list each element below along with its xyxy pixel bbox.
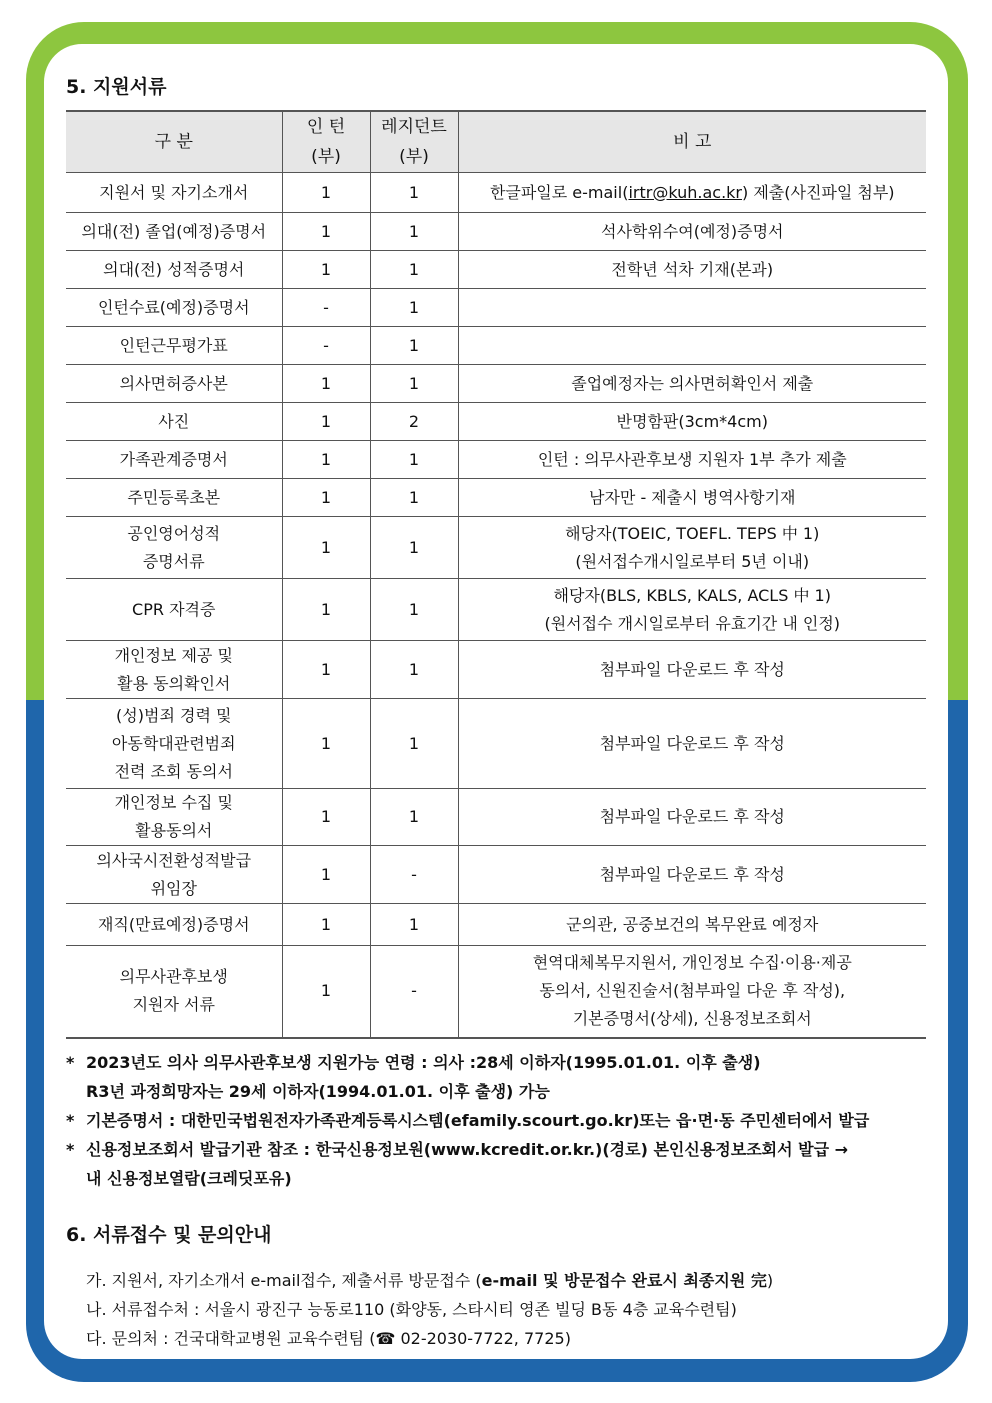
cell-remarks: 인턴 : 의무사관후보생 지원자 1부 추가 제출 <box>458 441 926 479</box>
table-row <box>66 289 926 327</box>
cell-intern: 1 <box>282 699 370 789</box>
cell-category: 가족관계증명서 <box>66 441 282 479</box>
header-category: 구 분 <box>66 111 282 173</box>
cell-intern: 1 <box>282 641 370 699</box>
table-header-row <box>66 111 926 173</box>
cell-category: 인턴수료(예정)증명서 <box>66 289 282 327</box>
cell-intern: 1 <box>282 251 370 289</box>
cell-resident: 1 <box>370 289 458 327</box>
cell-category: 의대(전) 성적증명서 <box>66 251 282 289</box>
table-row <box>66 904 926 946</box>
cell-resident: 1 <box>370 699 458 789</box>
table-row <box>66 365 926 403</box>
cell-remarks: 첨부파일 다운로드 후 작성 <box>458 699 926 789</box>
contact-line-a <box>86 1266 926 1295</box>
cell-remarks: 첨부파일 다운로드 후 작성 <box>458 846 926 904</box>
cell-resident: 1 <box>370 327 458 365</box>
cell-intern: - <box>282 289 370 327</box>
cell-category: 주민등록초본 <box>66 479 282 517</box>
table-row <box>66 441 926 479</box>
table-row <box>66 789 926 846</box>
table-row <box>66 846 926 904</box>
cell-resident: 1 <box>370 479 458 517</box>
table-row <box>66 641 926 699</box>
cell-category: 지원서 및 자기소개서 <box>66 173 282 213</box>
cell-resident: - <box>370 846 458 904</box>
cell-remarks: 첨부파일 다운로드 후 작성 <box>458 641 926 699</box>
cell-intern: 1 <box>282 904 370 946</box>
cell-remarks: 반명함판(3cm*4cm) <box>458 403 926 441</box>
contact-info <box>86 1266 926 1353</box>
cell-resident: - <box>370 946 458 1038</box>
table-row <box>66 479 926 517</box>
cell-category: 개인정보 제공 및 활용 동의확인서 <box>66 641 282 699</box>
note-text: 2023년도 의사 의무사관후보생 지원가능 연령 : 의사 :28세 이하자(1995.01.01. 이후 출생) R3년 과정희망자는 29세 이하자(1994.01.01. 이후 출생) 가능 <box>86 1053 761 1101</box>
cell-remarks <box>458 327 926 365</box>
table-row <box>66 946 926 1038</box>
note-item <box>66 1048 936 1106</box>
cell-resident: 1 <box>370 789 458 846</box>
cell-resident: 1 <box>370 213 458 251</box>
note-item <box>66 1135 936 1193</box>
documents-table <box>66 110 926 1039</box>
section-6-title: 6. 서류접수 및 문의안내 <box>66 1224 272 1246</box>
cell-intern: 1 <box>282 173 370 213</box>
cell-category: 개인정보 수집 및 활용동의서 <box>66 789 282 846</box>
contact-line-c: 다. 문의처 : 건국대학교병원 교육수련팀 (☎ 02-2030-7722, 7725) <box>86 1329 571 1348</box>
table-row <box>66 517 926 579</box>
note-bullet: * <box>66 1053 75 1072</box>
note-bullet: * <box>66 1111 75 1130</box>
note-item <box>66 1106 936 1135</box>
table-row <box>66 699 926 789</box>
cell-remarks: 해당자(TOEIC, TOEFL. TEPS 中 1) (원서접수개시일로부터 5년 이내) <box>458 517 926 579</box>
cell-resident: 1 <box>370 173 458 213</box>
cell-resident: 1 <box>370 904 458 946</box>
cell-resident: 1 <box>370 365 458 403</box>
cell-category: 인턴근무평가표 <box>66 327 282 365</box>
cell-category: 공인영어성적 증명서류 <box>66 517 282 579</box>
cell-intern: 1 <box>282 479 370 517</box>
cell-resident: 1 <box>370 441 458 479</box>
note-text: 기본증명서 : 대한민국법원전자가족관계등록시스템(efamily.scourt.go.kr)또는 읍·면·동 주민센터에서 발급 <box>86 1111 870 1130</box>
cell-category: 의사국시전환성적발급 위임장 <box>66 846 282 904</box>
cell-remarks <box>458 173 926 213</box>
cell-remarks <box>458 289 926 327</box>
note-text: 신용정보조회서 발급기관 참조 : 한국신용정보원(www.kcredit.or.kr.)(경로) 본인신용정보조회서 발급 → 내 신용정보열람(크레딧포유) <box>86 1140 849 1188</box>
cell-remarks: 해당자(BLS, KBLS, KALS, ACLS 中 1) (원서접수 개시일로부터 유효기간 내 인정) <box>458 579 926 641</box>
cell-intern: 1 <box>282 946 370 1038</box>
remarks-suffix: ) 제출(사진파일 첨부) <box>742 182 895 202</box>
cell-intern: 1 <box>282 579 370 641</box>
cell-category: (성)범죄 경력 및 아동학대관련범죄 전력 조회 동의서 <box>66 699 282 789</box>
cell-remarks: 석사학위수여(예정)증명서 <box>458 213 926 251</box>
cell-intern: 1 <box>282 403 370 441</box>
cell-category: 의사면허증사본 <box>66 365 282 403</box>
table-row <box>66 173 926 213</box>
cell-category: 의대(전) 졸업(예정)증명서 <box>66 213 282 251</box>
section-5-title: 5. 지원서류 <box>66 76 167 98</box>
notes-list <box>66 1048 936 1193</box>
cell-intern: 1 <box>282 213 370 251</box>
cell-intern: - <box>282 327 370 365</box>
table-row <box>66 327 926 365</box>
cell-remarks: 군의관, 공중보건의 복무완료 예정자 <box>458 904 926 946</box>
remarks-prefix: 한글파일로 e-mail( <box>489 182 629 202</box>
email-link[interactable]: irtr@kuh.ac.kr <box>628 182 742 202</box>
cell-resident: 1 <box>370 641 458 699</box>
note-bullet: * <box>66 1140 75 1159</box>
cell-category: 재직(만료예정)증명서 <box>66 904 282 946</box>
cell-category: 의무사관후보생 지원자 서류 <box>66 946 282 1038</box>
header-resident: 레지던트 (부) <box>370 111 458 173</box>
cell-remarks: 전학년 석차 기재(본과) <box>458 251 926 289</box>
table-row <box>66 251 926 289</box>
header-remarks: 비 고 <box>458 111 926 173</box>
cell-remarks: 남자만 - 제출시 병역사항기재 <box>458 479 926 517</box>
cell-category: CPR 자격증 <box>66 579 282 641</box>
contact-line-b: 나. 서류접수처 : 서울시 광진구 능동로110 (화양동, 스타시티 영존 빌딩 B동 4층 교육수련팀) <box>86 1300 737 1319</box>
cell-intern: 1 <box>282 789 370 846</box>
cell-intern: 1 <box>282 846 370 904</box>
cell-remarks: 졸업예정자는 의사면허확인서 제출 <box>458 365 926 403</box>
line-a-suffix: ) <box>766 1271 774 1290</box>
cell-category: 사진 <box>66 403 282 441</box>
cell-resident: 1 <box>370 579 458 641</box>
cell-remarks: 첨부파일 다운로드 후 작성 <box>458 789 926 846</box>
cell-remarks: 현역대체복무지원서, 개인정보 수집·이용·제공 동의서, 신원진술서(첨부파일 다운 후 작성), 기본증명서(상세), 신용정보조회서 <box>458 946 926 1038</box>
table-row <box>66 403 926 441</box>
cell-resident: 2 <box>370 403 458 441</box>
table-row <box>66 579 926 641</box>
cell-intern: 1 <box>282 441 370 479</box>
line-a-emphasis: e-mail 및 방문접수 완료시 최종지원 完 <box>481 1271 767 1290</box>
header-intern: 인 턴 (부) <box>282 111 370 173</box>
cell-intern: 1 <box>282 517 370 579</box>
cell-intern: 1 <box>282 365 370 403</box>
cell-resident: 1 <box>370 251 458 289</box>
line-a-prefix: 가. 지원서, 자기소개서 e-mail접수, 제출서류 방문접수 ( <box>86 1271 482 1290</box>
table-row <box>66 213 926 251</box>
cell-resident: 1 <box>370 517 458 579</box>
